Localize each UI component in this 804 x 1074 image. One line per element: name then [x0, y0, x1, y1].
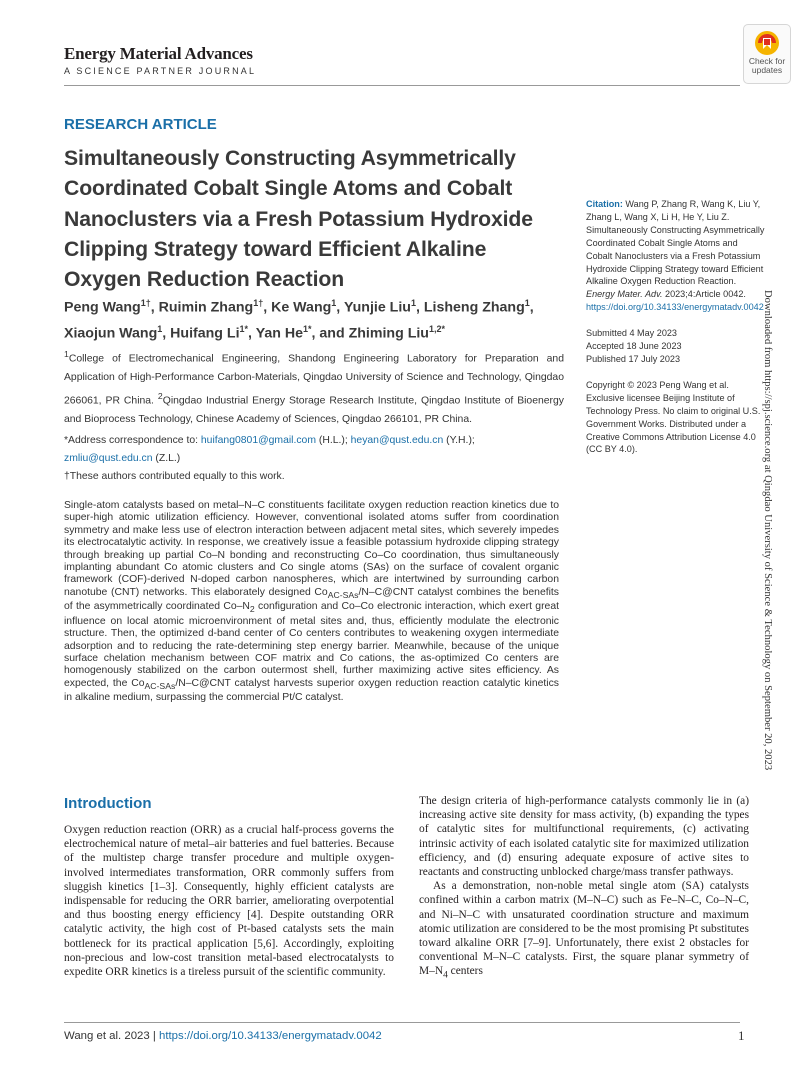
- body-paragraph-text: As a demonstration, non-noble metal single atom (SA) catalysts confined within a carbon matrix (M–N–C) such as Fe–N–C, Co–N–C, and Ni–N–C with unsaturated coordination structure and maximum atomic utilization are considered to be the most promising Pt substitutes toward alkaline ORR [7–9]. Unfortunately, there exist 2 obstacles for conventional M–N–C catalysts. First, the square planar symmetry of M–N: [419, 880, 749, 978]
- published-date: Published 17 July 2023: [586, 353, 681, 364]
- body-paragraph: [419, 879, 749, 983]
- author-separator: ,: [336, 299, 344, 316]
- author-name: Peng Wang: [64, 299, 141, 316]
- page-number: 1: [738, 1028, 745, 1043]
- abstract-subscript: AC-SAs: [327, 589, 359, 600]
- email-owner: (Y.H.);: [443, 435, 475, 446]
- check-for-updates-line1: Check for: [748, 56, 786, 66]
- email-link[interactable]: zmliu@qust.edu.cn: [64, 453, 153, 465]
- affiliations: [64, 345, 564, 430]
- abstract-subscript: AC-SAs: [144, 680, 176, 691]
- author-name: Yan He: [255, 325, 304, 342]
- citation-text: Wang P, Zhang R, Wang K, Liu Y, Zhang L, Wang X, Li H, He Y, Liu Z. Simultaneously Constructing Asymmetrically Coordinated Cobalt Single Atoms and Cobalt Nanoclusters via a Fresh Potassium Hydroxide Clipping Strategy toward Efficient Alkaline Oxygen Reduction Reaction.: [586, 199, 765, 287]
- journal-name: Energy Material Advances: [64, 44, 253, 63]
- body-subscript: 4: [443, 970, 448, 981]
- author-name: Lisheng Zhang: [423, 299, 525, 316]
- abstract-part3: configuration and Co–Co electronic interaction, which exert great influence on local atomic microenvironment of metal sites and, thus, efficiently modulate the electronic structure. Then, the optimized d-band center of Co centers contributes to weakening oxygen intermediate adsorption and to reducing the rate-determining step energy barrier. Meanwhile, because of the unique surface chelation mechanism between COF matrix and Co cations, the as-optimized Co centers are homogenously stabilized on the carbon outermost shell, further maximizing active sites efficiency. As expected, the Co: [64, 601, 559, 689]
- footer-citation-prefix: Wang et al. 2023 |: [64, 1030, 159, 1042]
- equal-contribution-note: †These authors contributed equally to this work.: [64, 471, 285, 482]
- author-affiliation-marker: 1: [524, 298, 530, 308]
- copyright-notice: Copyright © 2023 Peng Wang et al. Exclusive licensee Beijing Institute of Technology Press. No claim to original U.S. Government Works. Distributed under a Creative Commons Attribution License 4.0 (CC BY 4.0).: [586, 379, 761, 455]
- author-name: Xiaojun Wang: [64, 325, 158, 342]
- download-note-container: [760, 290, 776, 810]
- citation-journal: Energy Mater. Adv.: [586, 289, 663, 300]
- download-note: Downloaded from https://spj.science.org at Qingdao University of Science & Technology on September 20, 2023: [762, 290, 773, 771]
- body-column-left: Oxygen reduction reaction (ORR) as a crucial half-process governs the electrochemical nature of metal–air batteries and fuel batteries. Because of the multistep charge transfer procedure and multiple oxygen-involved intermediates transformation, ORR commonly suffers from sluggish kinetics [1–3]. Consequently, highly efficient catalysts are indispensable for reducing the ORR barrier, ameliorating overpotential and thus boosting energy efficiency [4]. Despite outstanding ORR catalytic activity, the high cost of Pt-based catalysts sets the main bottleneck for its practical application [5,6]. Accordingly, exploiting non-precious and low-cost transition metal-based electrocatalysts to expedite ORR kinetics is a tireless pursuit of the scientific community.: [64, 824, 394, 979]
- author-name: Yunjie Liu: [343, 299, 411, 316]
- author-affiliation-marker: 1*: [239, 323, 249, 334]
- author-affiliation-marker: 1: [410, 298, 416, 308]
- citation-label: Citation:: [586, 199, 623, 209]
- abstract: [64, 500, 559, 705]
- author-list: [64, 293, 569, 344]
- article-info-sidebar: [586, 198, 766, 456]
- author-name: Ke Wang: [271, 299, 332, 316]
- author-name: Ruimin Zhang: [158, 299, 254, 316]
- author-separator: ,: [150, 299, 159, 316]
- affiliation1-text: College of Electromechanical Engineering, Shandong Engineering Laboratory for Preparation and Application of High-Performance Carbon-Materials, Qingdao University of Science and Technology, Qingdao 266061, PR China.: [64, 353, 564, 407]
- body-column-right: [419, 794, 749, 983]
- abstract-part2: /N–C@CNT catalyst combines the benefits of the asymmetrically coordinated Co–N: [64, 586, 560, 613]
- footer-citation: [64, 1030, 382, 1042]
- author-affiliation-marker: 1,2*: [428, 323, 445, 334]
- author-separator: ,: [248, 325, 256, 342]
- author-affiliation-marker: 1†: [140, 298, 151, 308]
- affiliation2-text: Qingdao Industrial Energy Storage Research Institute, Qingdao Institute of Bioenergy and Bioprocess Technology, Chinese Academy of Sciences, Qingdao 266101, PR China.: [64, 395, 564, 426]
- author-affiliation-marker: 1: [157, 323, 163, 334]
- correspondence: [64, 432, 564, 469]
- check-for-updates-line2: updates: [751, 65, 783, 75]
- abstract-part1: Single-atom catalysts based on metal–N–C constituents facilitate oxygen reduction reaction kinetics due to super-high atomic utilization efficiency. However, conventional isolated atoms suffer from coordination symmetry and make less use of electron interaction between adjacent metal sites, which severely impedes its electrocatalytic activity. In response, we creatively issue a feasible potassium hydroxide clipping strategy through breaking up partial Co–N bonding and reconstructing Co–Co coordination, thus simultaneously implanting abundant Co atomic clusters and Co single atoms (SAs) on the surface of covalent organic framework (COF)-derived N-doped carbon nanospheres, which are intertwined by surrounding carbon nanotube (CNT) networks. This elaborately designed Co: [64, 500, 559, 598]
- author-separator: ,: [415, 299, 424, 316]
- check-for-updates-icon: [754, 30, 780, 56]
- author-affiliation-marker: 1: [331, 298, 337, 308]
- submitted-date: Submitted 4 May 2023: [586, 328, 677, 339]
- citation-block: [586, 198, 766, 314]
- affiliation1-marker: 1: [64, 349, 69, 359]
- check-for-updates-button[interactable]: [743, 24, 791, 84]
- article-type: RESEARCH ARTICLE: [64, 116, 217, 133]
- author-affiliation-marker: 1†: [253, 298, 264, 308]
- citation-volume: 2023;4:Article 0042.: [662, 289, 746, 300]
- header-divider: [64, 85, 740, 86]
- footer-divider: [64, 1022, 740, 1023]
- author-separator: ,: [263, 299, 272, 316]
- citation-doi-link[interactable]: https://doi.org/10.34133/energymatadv.0042: [586, 302, 764, 313]
- abstract-subscript: 2: [249, 604, 255, 615]
- author-separator: ,: [162, 325, 171, 342]
- affiliation2-marker: 2: [157, 391, 163, 402]
- abstract-part4: /N–C@CNT catalyst harvests superior oxygen reduction reaction catalytic kinetics in alkaline medium, surpassing the commercial Pt/C catalyst.: [64, 677, 560, 704]
- email-owner: (Z.L.): [152, 453, 181, 465]
- author-name: Huifang Li: [170, 325, 240, 342]
- accepted-date: Accepted 18 June 2023: [586, 341, 682, 352]
- body-paragraph: The design criteria of high-performance catalysts commonly lie in (a) increasing active site density for mass activity, (b) expanding the types of catalytic sites for multifunctional requirements, (c) activating intrinsic activity of each isolated catalytic site for maximized utilization efficiency, and (d) ensuring adequate exposure of active sites to reactants and constructing unblocked charge/mass transfer pathways.: [419, 795, 749, 879]
- author-affiliation-marker: 1*: [303, 323, 312, 334]
- journal-subtitle: A SCIENCE PARTNER JOURNAL: [64, 66, 257, 76]
- author-separator: ,: [529, 299, 534, 316]
- body-paragraph-end: centers: [447, 965, 483, 978]
- author-separator: , and: [311, 325, 349, 342]
- section-heading-introduction: Introduction: [64, 795, 152, 812]
- footer-doi-link[interactable]: https://doi.org/10.34133/energymatadv.0042: [159, 1030, 382, 1042]
- correspondence-prefix: *Address correspondence to:: [64, 435, 201, 446]
- email-link[interactable]: heyan@qust.edu.cn: [350, 435, 444, 446]
- email-link[interactable]: huifang0801@gmail.com: [200, 435, 316, 446]
- author-name: Zhiming Liu: [348, 325, 429, 342]
- article-title: Simultaneously Constructing Asymmetrically Coordinated Cobalt Single Atoms and Cobalt Nanoclusters via a Fresh Potassium Hydroxide Clipping Strategy toward Efficient Alkaline Oxygen Reduction Reaction: [64, 147, 533, 292]
- email-owner: (H.L.);: [316, 435, 351, 446]
